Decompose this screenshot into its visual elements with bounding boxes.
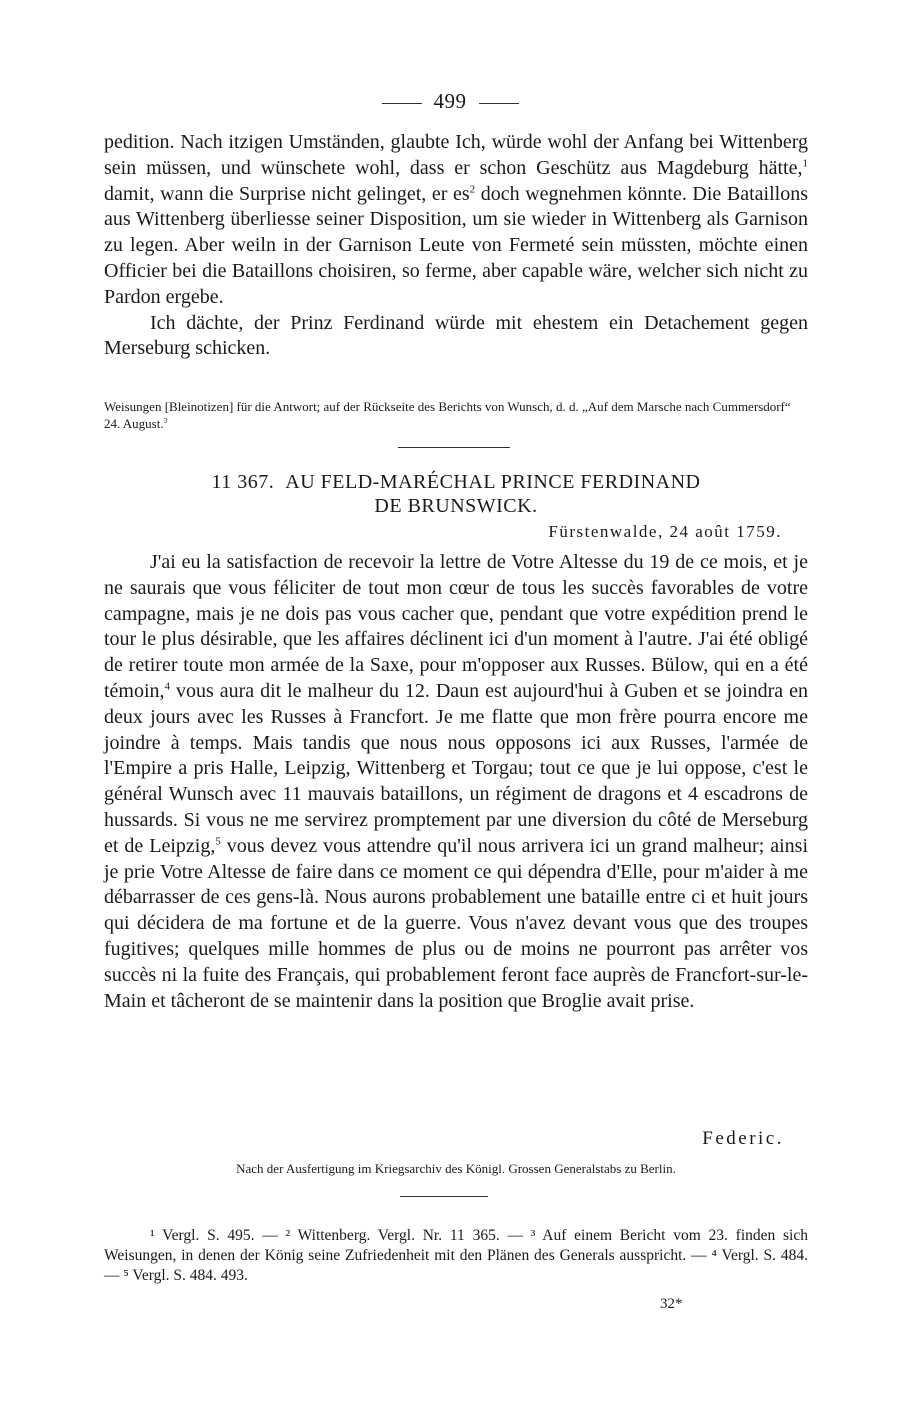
footnote-divider — [400, 1196, 488, 1197]
letter-number: 11 367. — [211, 471, 275, 493]
editorial-note — [104, 398, 808, 432]
footnote-ref-2: 2 — [469, 182, 476, 195]
page-number: 499 — [433, 89, 467, 113]
page-header — [0, 88, 900, 114]
letter-paragraph: J'ai eu la satisfaction de recevoir la lettre de Votre Altesse du 19 de ce mois, et je ne saurais que vous féliciter de tout mon cœur de tous les succès favorables de votre campagne, mais je ne dois pas vous cacher que, pendant que votre expédition prend le tour le plus désirable, que les affaires déclinent ici d'un moment à l'autre. J'ai été obligé de retirer toute mon armée de la Saxe, pour m'opposer aux Russes. Bülow, qui en a été témoin,$^4$ vous aura dit le malheur du 12. Daun est aujourd'hui à Guben et se joindra en deux jours avec les Russes à Francfort. Je me flatte que mon frère pourra encore me joindre à temps. Mais tandis que nous nous opposons ici aux Russes, l'armée de l'Empire a pris Halle, Leipzig, Wittenberg et Torgau; tout ce que je lui oppose, c'est le général Wunsch avec 11 mauvais bataillons, un régiment de dragons et 4 escadrons de hussards. Si vous ne me servirez promptement par une diversion du côté de Merseburg et de Leipzig,$^5$ vous devez vous attendre qu'il nous arrivera ici un grand malheur; ainsi je prie Votre Altesse de faire dans ce moment ce qui dépendra d'Elle, pour m'aider à me débarrasser de ces gens-là. Nous aurons probablement une bataille entre ci et huit jours qui décidera de ma fortune et de la guerre. Vous n'avez devant vous que des troupes fugitives; quelques mille hommes de plus ou de moins ne pourront pas arrêter vos succès ni la fuite des Français, qui probablement feront face auprès de Francfort-sur-le-Main et tâcheront de se maintenir dans la position que Broglie avait prise. — [104, 551, 809, 1012]
header-dash-right — [479, 103, 519, 104]
footnotes — [104, 1226, 808, 1286]
header-dash-left — [382, 103, 422, 104]
editorial-note-text: Weisungen [Bleinotizen] für die Antwort; auf der Rückseite des Berichts von Wunsch, d. d. „Auf dem Marsche nach Cummersdorf“ 24. August. — [104, 399, 791, 431]
letter-source: Nach der Ausfertigung im Kriegsarchiv des Königl. Grossen Generalstabs zu Berlin. — [236, 1161, 676, 1176]
continuation-paragraph: pedition. Nach itzigen Umständen, glaubte Ich, würde wohl der Anfang bei Wittenberg sein müssen, und wünschete wohl, dass er schon Geschütz aus Magdeburg hätte,$^1$ damit, wann die Surprise nicht gelinget, er $es^2$ doch wegnehmen könnte. Die Bataillons aus Wittenberg überliesse seiner Disposition, um sie wieder in Wittenberg als Garnison zu legen. Aber weiln in der Garnison Leute von Fermeté sein müssten, möchte einen Officier bei die Bataillons choisiren, so ferme, aber capable wäre, welcher sich nicht zu Pardon ergebe. — [104, 131, 808, 308]
footnote-ref-5: 5 — [215, 835, 221, 848]
letter-signature: Federic. — [702, 1128, 784, 1149]
paragraph-detachement: Ich dächte, der Prinz Ferdinand würde mit ehestem ein Detachement gegen Merseburg schicken. — [104, 311, 808, 360]
footnote-ref-4: 4 — [164, 680, 171, 693]
footnote-ref-1: 1 — [802, 157, 808, 170]
letter-title-line2: DE BRUNSWICK. — [374, 495, 538, 517]
continuation-text — [104, 130, 808, 362]
letter-dateline: Fürstenwalde, 24 août 1759. — [548, 522, 782, 541]
letter-body — [104, 550, 808, 1014]
letter-title-line1: 11 367. AU FELD-MARÉCHAL PRINCE FERDINAND — [211, 471, 701, 493]
footnote-ref-3: 3 — [163, 417, 168, 425]
signature-mark: 32* — [660, 1296, 683, 1312]
letter-heading — [104, 470, 808, 518]
section-divider — [398, 447, 510, 448]
footnote-text: ¹ Vergl. S. 495. — ² Wittenberg. Vergl. Nr. 11 365. — ³ Auf einem Bericht vom 23. finden sich Weisungen, in denen der König seine Zufriedenheit mit den Plänen des Generals ausspricht. — ⁴ Vergl. S. 484. — ⁵ Vergl. S. 484. 493. — [104, 1227, 808, 1284]
